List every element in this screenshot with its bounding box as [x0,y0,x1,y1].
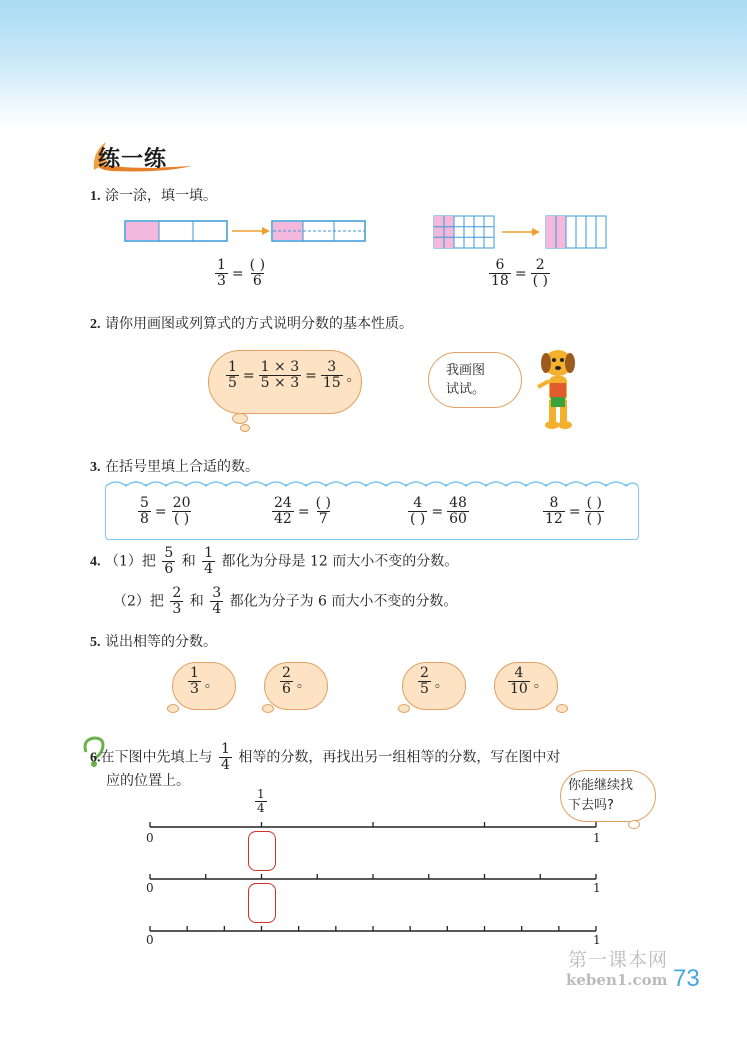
cloud-tail [628,820,640,829]
watermark-cn: 第一课本网 [568,949,669,971]
q1-right-diagram [430,212,615,252]
line-1-one: 1 [593,831,601,845]
cloud-tail [167,704,179,713]
question-3: 3. 在括号里填上合适的数。 [90,459,259,475]
line-2-zero: 0 [146,881,154,895]
q1-left-equation: $\frac{1}{3}$ = $\frac{( )}{6}$ [217,257,266,289]
line-1-zero: 0 [146,831,154,845]
q2-speech-text: 我画图 试试。 [446,363,486,397]
page-number: 73 [673,965,700,992]
answer-box-2[interactable] [248,883,276,923]
question-1: 1. 涂一涂，填一填。 [90,188,217,204]
line-3-one: 1 [593,933,601,947]
watermark-en: keben1.com [566,971,668,989]
q6-speech-text: 你能继续找 下去吗? [568,778,634,813]
question-6-line-2: 应的位置上。 [106,773,190,789]
q5-fraction-2: $\frac{2}{6}$ 。 [282,665,311,697]
q3-item-3: $\frac{4}{( )}$ = $\frac{48}{60}$ [410,495,467,527]
answer-box-1[interactable] [248,831,276,871]
question-6-line-1: 6.在下图中先填上与 $\frac{1}{4}$ 相等的分数，再找出另一组相等的分数，写在图中对 [90,741,561,773]
header-background [0,0,747,130]
scroll-wavy-edge [104,478,640,490]
cloud-tail [262,704,274,713]
section-title: 练一练 [98,147,168,172]
q5-fraction-3: $\frac{2}{5}$ 。 [420,665,449,697]
cloud-tail [240,424,250,432]
q3-item-2: $\frac{24}{42}$ = $\frac{( )}{7}$ [274,495,331,527]
dog-mascot-icon [530,343,586,431]
question-4-part-1: 4. （1）把 $\frac{5}{6}$ 和 $\frac{1}{4}$ 都化为分母是 12 而大小不变的分数。 [90,545,459,577]
q6-top-fraction: $\frac{1}{4}$ [257,787,265,815]
q3-item-1: $\frac{5}{8}$ = $\frac{20}{( )}$ [140,495,191,527]
q5-fraction-1: $\frac{1}{3}$ 。 [190,665,219,697]
line-2-one: 1 [593,881,601,895]
question-5: 5. 说出相等的分数。 [90,634,217,650]
cloud-tail [398,704,410,713]
line-3-zero: 0 [146,933,154,947]
question-4-part-2: （2）把 $\frac{2}{3}$ 和 $\frac{3}{4}$ 都化为分子为 6 而大小不变的分数。 [113,585,458,617]
q2-equation: $\frac{1}{5}$ = $\frac{1 \times 3}{5 \times 3}$ = $\frac{3}{15}$ 。 [228,359,361,391]
q5-fraction-4: $\frac{4}{10}$ 。 [510,665,548,697]
question-2: 2. 请你用画图或列算式的方式说明分数的基本性质。 [90,316,413,332]
q1-left-diagram [120,212,380,248]
q3-item-4: $\frac{8}{12}$ = $\frac{( )}{( )}$ [545,495,602,527]
q1-right-equation: $\frac{6}{18}$ = $\frac{2}{( )}$ [491,257,548,289]
cloud-tail [556,704,568,713]
number-lines [140,815,610,950]
cloud-tail [232,413,248,424]
